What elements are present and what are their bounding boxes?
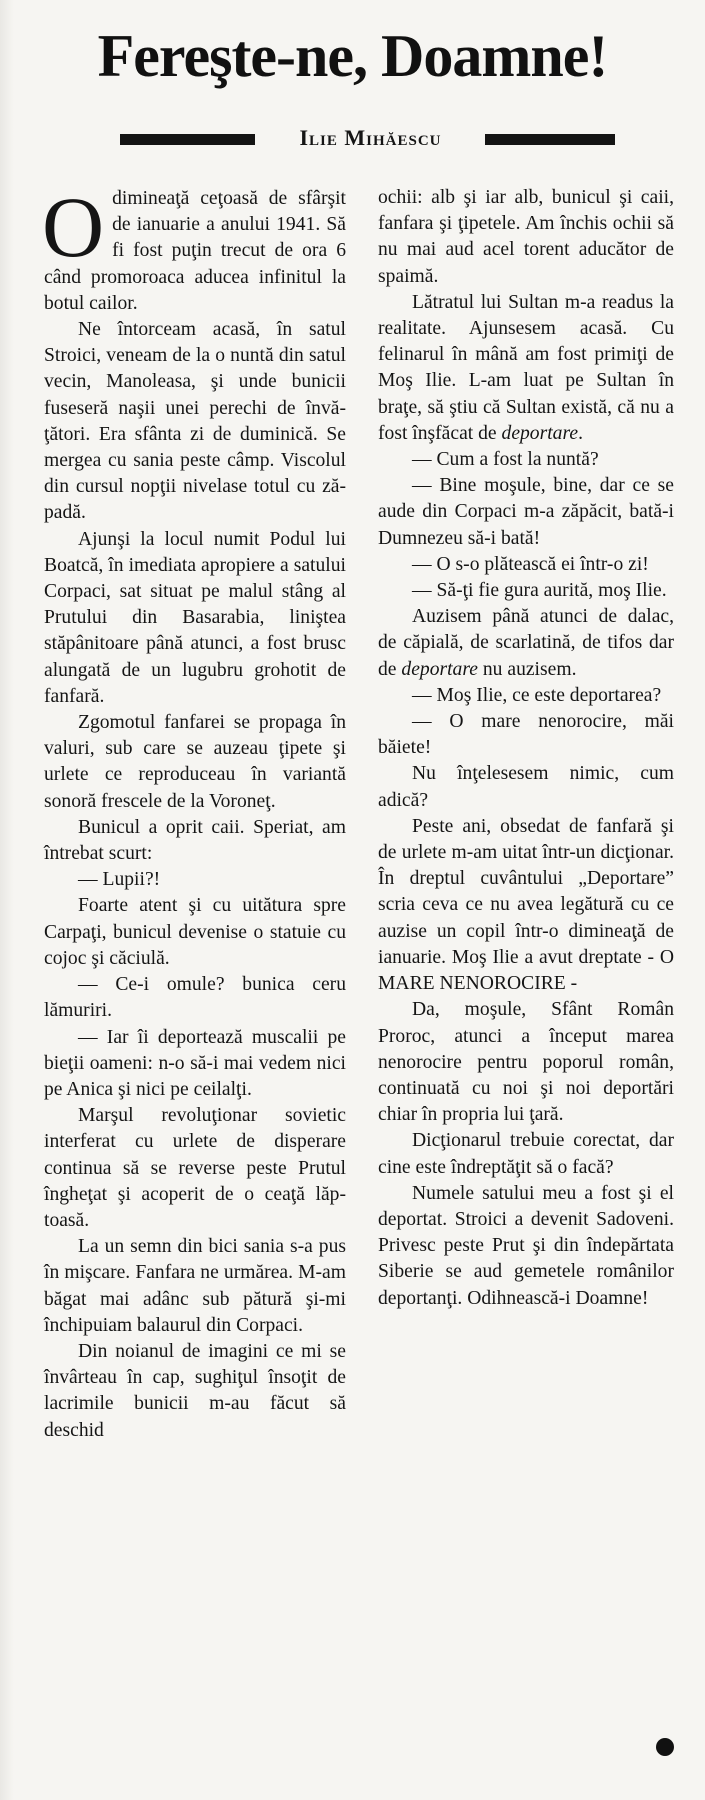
byline-rule-left — [120, 134, 255, 145]
paragraph — [378, 604, 674, 683]
paragraph: Bunicul a oprit caii. Speriat, am întrebat scurt: — [44, 816, 346, 865]
author-name: Ilie Mihăescu — [299, 125, 442, 150]
byline — [0, 124, 705, 152]
paragraph: Da, moşule, Sfânt Român Proroc, atunci a început marea nenorocire pentru poporul român, continuată cu noi şi noi deportări chiar în propria lui ţară. — [378, 999, 674, 1126]
paragraph: — O s-o plătească ei într-o zi! — [412, 553, 649, 575]
drop-cap: O — [42, 179, 105, 275]
paragraph: — Lupii?! — [78, 869, 161, 891]
scan-edge — [0, 0, 14, 1800]
paragraph-text: dimineaţă ceţoasă de sfârşit de ianuarie a anului 1941. Să fi fost puţin trecut de ora 6 când promoroaca aducea infinitul la botul cailor. — [44, 188, 346, 314]
article-column-left — [42, 179, 346, 1444]
paragraph-text: Lătratul lui Sultan m-a readus la realitate. Ajunsesem acasă. Cu felinarul în mână am fost primiţi de Moş Ilie. L-am luat pe Sultan în braţe, să ştiu că Sultan există, că nu a fost înşfăcat de — [378, 291, 674, 444]
paragraph: — Moş Ilie, ce este deportarea? — [412, 684, 662, 706]
paragraph: Numele satului meu a fost şi el deportat. Stroici a devenit Sadoveni. Privesc peste Prut şi din îndepărtata Siberie se aud gemetele românilor deportanţi. Odihnească-i Doamne! — [378, 1182, 674, 1309]
paragraph: — Cum a fost la nuntă? — [412, 449, 599, 471]
paragraph: Ajunşi la locul numit Podul lui Boatcă, în imediata apropiere a satului Corpaci, sat situat pe malul stâng al Prutului din Basarabia, liniştea stăpânitoare până atunci, a fost brusc alungată de un lugubru grohotit de fanfară. — [44, 528, 346, 707]
paragraph: — O mare nenorocire, măi băiete! — [378, 711, 674, 759]
paragraph: — Iar îi deportează muscalii pe bieţii oameni: n-o să-i mai vedem nici pe Anica şi nici pe ceilalţi. — [44, 1026, 346, 1100]
column-gutter — [359, 185, 360, 1755]
paragraph-text: Auzisem până atunci de dalac, de căpială, de scarlatină, de tifos dar de — [378, 606, 674, 680]
paragraph: Dicţionarul trebuie corectat, dar cine este îndreptăţit să o facă? — [378, 1130, 674, 1178]
paragraph: Marşul revoluţionar sovietic interferat cu urlete de disperare continua să se reverse peste Prutul îngheţat şi acoperit de o ceaţă lăptoasă. — [44, 1105, 346, 1231]
paragraph: Lătratul lui Sultan m-a readus la realitate. Ajunsesem acasă. Cu felinarul în mână am fost primiţi de Moş Ilie. L-am luat pe Sultan în braţe, să ştiu că Sultan există, că nu a fost înşfăcat de deportare. — [378, 291, 674, 444]
emphasis-deportare: deportare — [501, 422, 579, 444]
paragraph: Nu înţelesesem nimic, cum adică? — [378, 763, 674, 811]
paragraph: Zgomotul fanfarei se propaga în valuri, sub care se auzeau ţipete şi urlete ce reproduceau în variantă sonoră frescele de la Voroneţ. — [44, 712, 346, 812]
paragraph — [42, 179, 346, 317]
article-column-right — [378, 185, 674, 1312]
end-of-article-mark — [656, 1738, 674, 1756]
paragraph-text: nu auzisem. — [482, 658, 577, 680]
byline-rule-right — [485, 134, 615, 145]
paragraph: ochii: alb şi iar alb, bunicul şi caii, fanfara şi ţipetele. Am închis ochii să nu mai aud acel torent aducător de spaimă. — [378, 187, 674, 287]
paragraph: La un semn din bici sania s-a pus în mişcare. Fanfara ne urmărea. M-am băgat mai adânc sub pătură şi-mi închipuiam balaurul din Corpaci. — [44, 1236, 346, 1336]
paragraph: Din noianul de imagini ce mi se învârteau în cap, sughiţul însoţit de lacrimile bunicii m-au făcut să deschid — [44, 1340, 346, 1441]
paragraph: Peste ani, obsedat de fanfară şi de urlete m-am uitat într-un dicţionar. În dreptul cuvântului „Deportare” scria ceva ce nu avea legătură cu ce auzise un copil într-o dimineaţă de ianuarie. Moş Ilie a avut dreptate - O MARE NENOROCIRE - — [378, 815, 674, 995]
article-title: Fereşte-ne, Doamne! — [97, 23, 608, 89]
paragraph: — Ce-i omule? bunica ceru lămuriri. — [44, 974, 346, 1022]
emphasis-deportare: deportare — [401, 658, 478, 680]
paragraph: — Să-ţi fie gura aurită, moş Ilie. — [412, 580, 667, 602]
paragraph: — Bine moşule, bine, dar ce se aude din Corpaci m-a zăpăcit, bată-i Dumnezeu să-i bată! — [378, 475, 674, 549]
paragraph: Foarte atent şi cu uitătura spre Carpaţi, bunicul devenise o statuie cu cojoc şi căciulă. — [44, 895, 346, 969]
paragraph: Ne întorceam acasă, în satul Stroici, veneam de la o nuntă din satul vecin, Manoleasa, şi unde bunicii fuseseră naşii unei perechi de învăţători. Era sfânta zi de duminică. Se mergea cu sania peste câmp. Viscolul din cursul nopţii nivelase totul cu zăpadă. — [44, 319, 346, 524]
